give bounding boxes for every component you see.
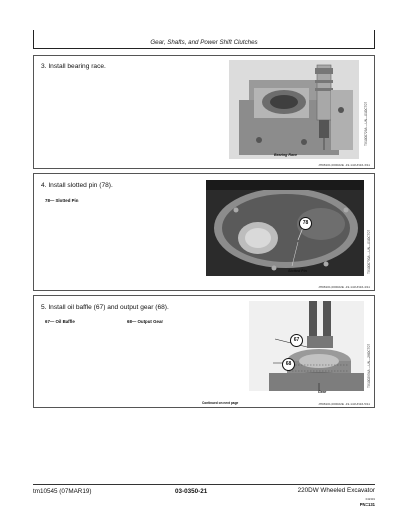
step-5-legend-output-gear: 68— Output Gear [127,319,164,324]
continued-note: Continued on next page [202,401,239,405]
step-5-image-id: TX1002934A —UN—28OCT07 [367,343,371,388]
step-4-image-id: TX1000730A —UN—01OCT07 [367,229,371,274]
slotted-pin-caption: Slotted Pin [288,269,307,273]
page-header-title: Gear, Shafts, and Power Shift Clutches [150,39,258,46]
step-4-reference: JH08101,000022E -19-14JUN16-4/11 [318,285,370,289]
step-3-panel [33,55,375,169]
step-4-instruction: 4. Install slotted pin (78). [41,182,113,189]
footer-machine-name: 220DW Wheeled Excavator [297,487,375,494]
step-3-instruction: 3. Install bearing race. [41,63,106,70]
callout-67 [290,334,303,347]
step-4-panel [33,173,375,291]
callout-68-label: 68 [285,361,292,367]
footer-rule [33,484,375,485]
step-5-panel [33,295,375,408]
output-gear-photo [249,301,364,391]
step-5-instruction: 5. Install oil baffle (67) and output gear (68). [41,304,169,311]
step-3-reference: JH08101,000022E -19-14JUN16-3/11 [318,163,370,167]
callout-68 [282,358,295,371]
step-3-image-id: TX1000729A —UN—01OCT07 [364,101,368,146]
footer-date-code: 042319 [365,497,375,501]
step-5-legend-oil-baffle: 67— Oil Baffle [45,319,75,324]
slotted-pin-photo [206,180,364,276]
footer-manual-id: tm10545 (07MAR19) [33,488,92,495]
bearing-race-caption: Bearing Race [274,153,297,157]
callout-78 [299,217,312,230]
callout-78-label: 78 [302,220,309,226]
bearing-race-photo [229,60,359,159]
callout-67-label: 67 [293,337,300,343]
footer-page-number: PN=131 [359,502,375,507]
step-4-legend-item: 78— Slotted Pin [45,198,79,203]
header-rule [33,48,375,49]
step-5-reference: JH08101,000022E -19-14JUN16-5/11 [318,402,370,406]
footer-page-code: 03-0350-21 [175,488,208,495]
gear-caption: Gear [318,390,327,394]
